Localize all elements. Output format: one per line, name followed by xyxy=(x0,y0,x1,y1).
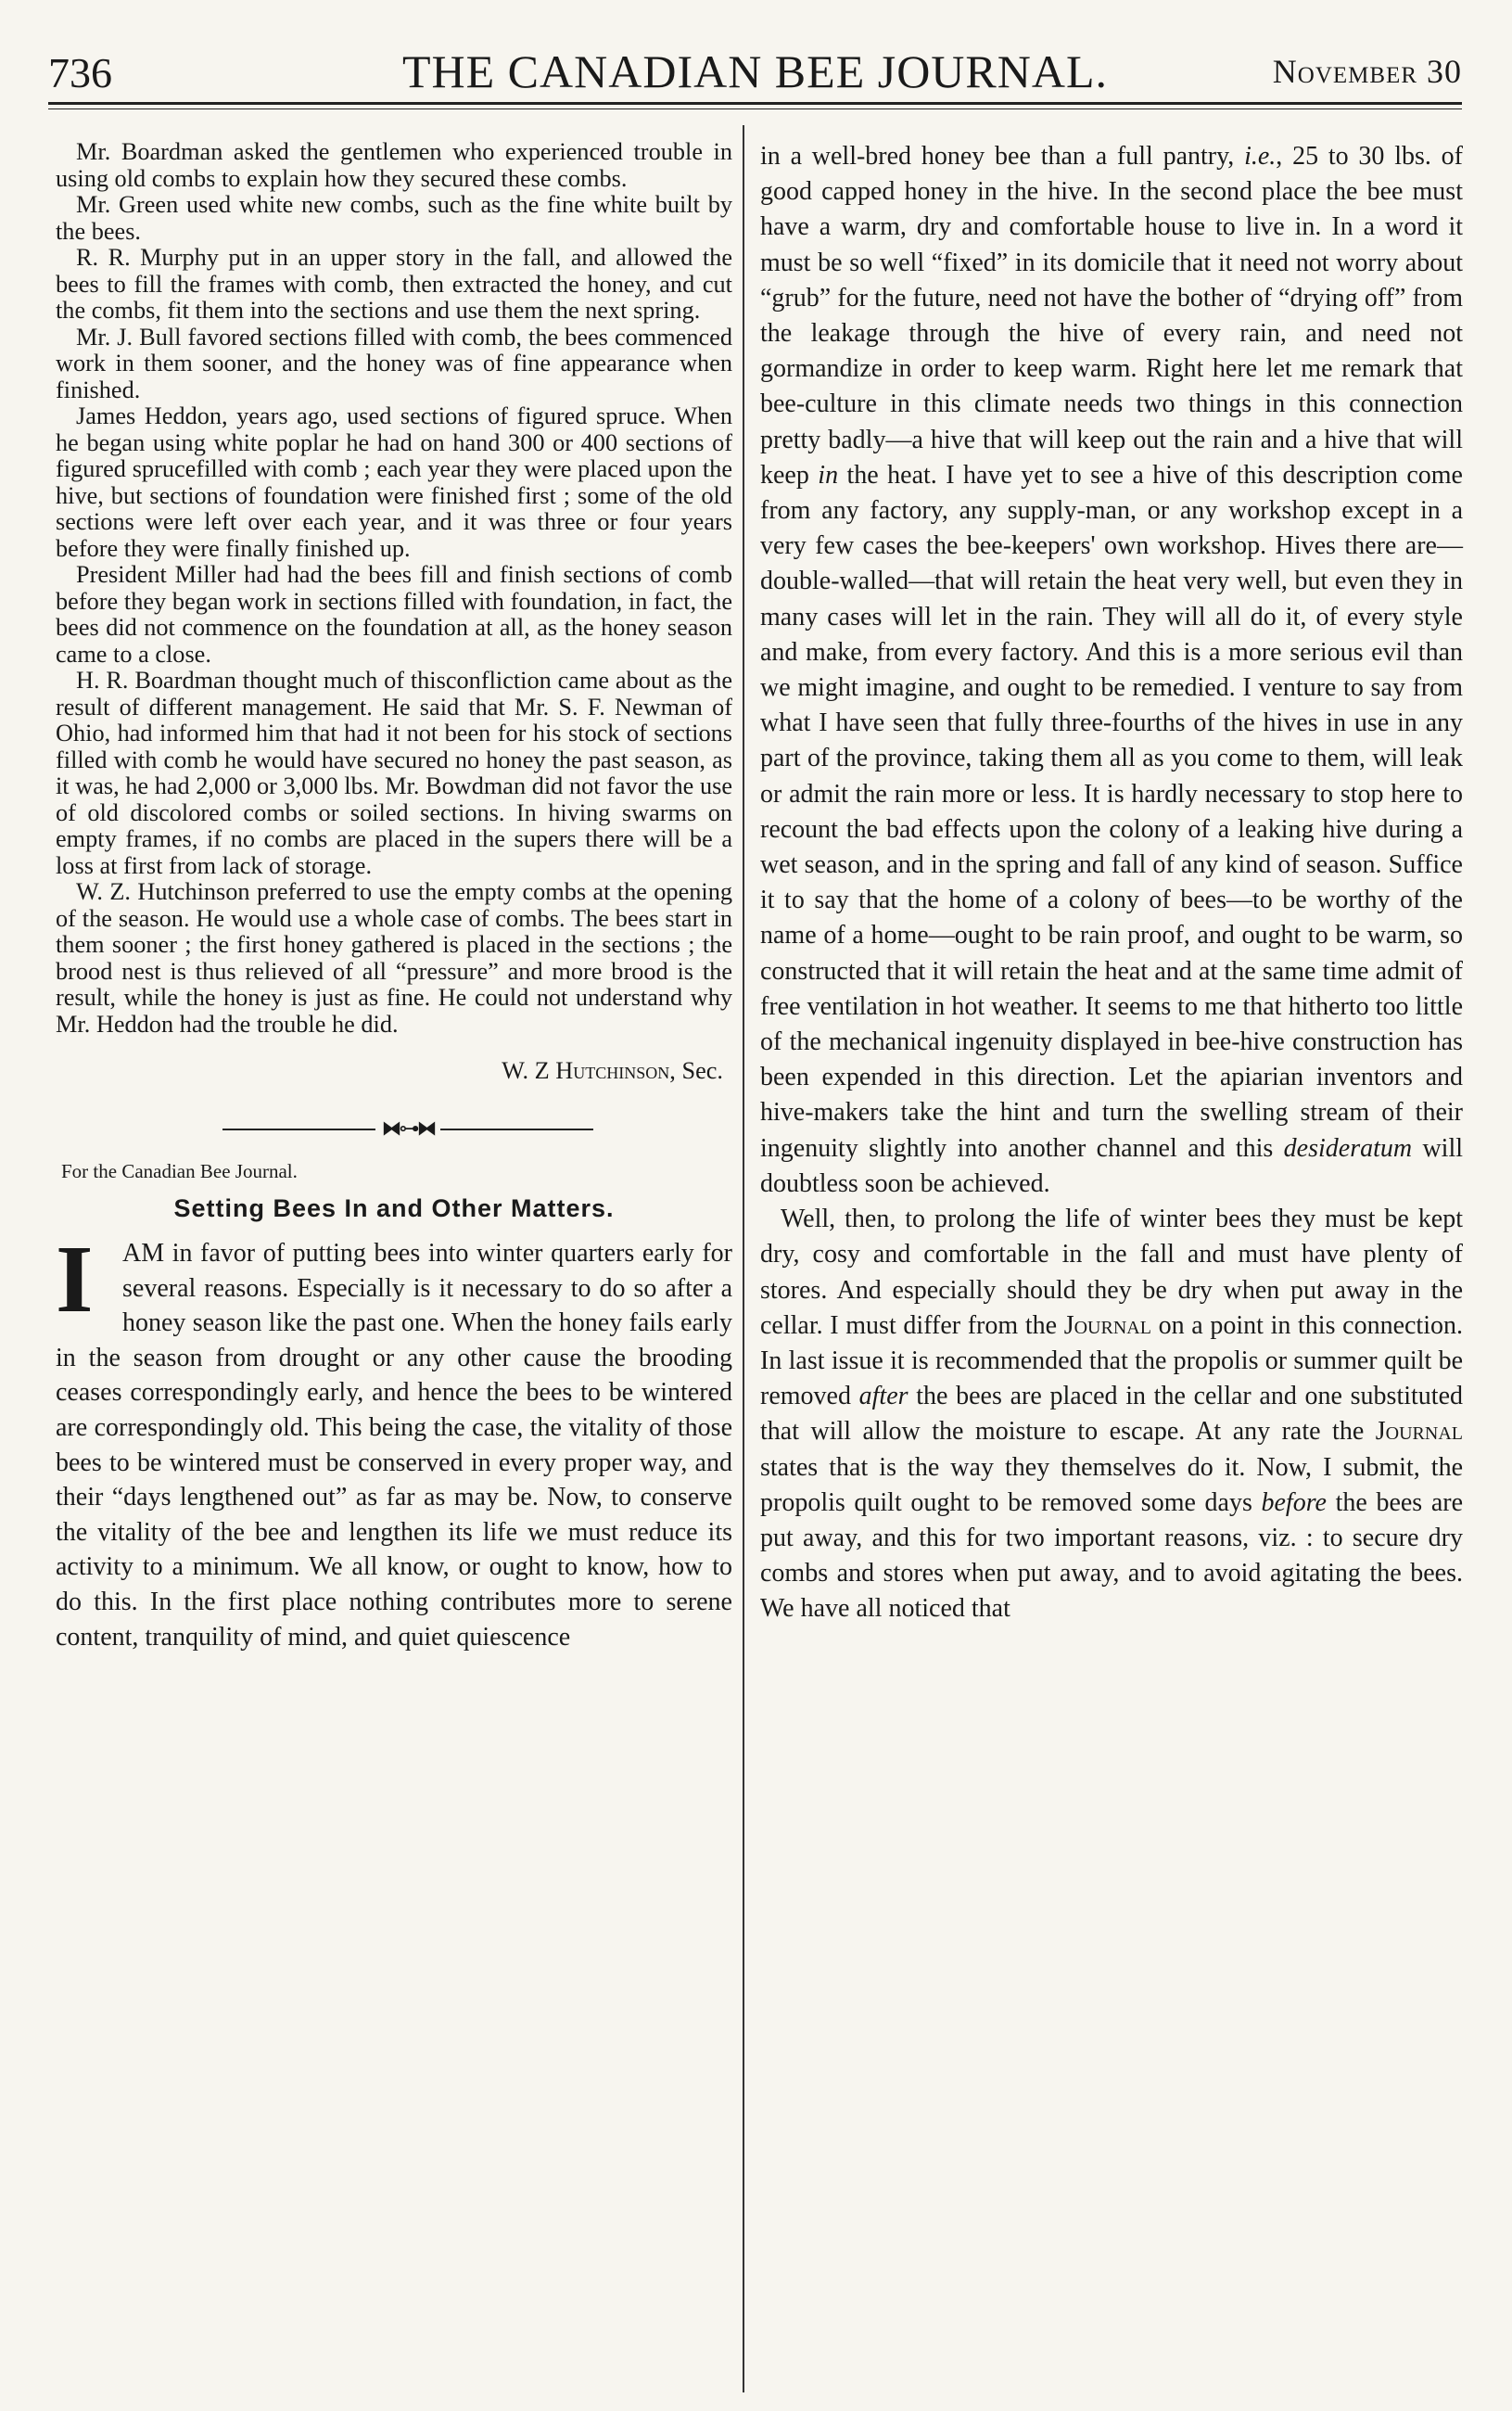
journal-title: THE CANADIAN BEE JOURNAL. xyxy=(401,45,1109,97)
paragraph: R. R. Murphy put in an upper story in the fall, and allowed the bees to fill the frames with comb, then extracted the honey, and cut the combs, fit them into the sections and use them the next spring. xyxy=(56,244,732,324)
article-body xyxy=(56,1226,732,1654)
text-run: on a point in this connection. In last issue it is recommended that the propolis or summer quilt be removed xyxy=(760,1310,1463,1411)
text-run: the heat. I have yet to see a hive of this description come from any factory, any supply-man, or any workshop except in a very few cases the bee-keepers' own workshop. Hives there are—double-walled—that will retain the heat very well, but even they in many cases will let in the rain. They will all do it, of every style and make, from every factory. And this is a more serious evil than we might imagine, and ought to be remedied. I venture to say from what I have seen that fully three-fourths of the hives in use in any part of the province, taking them all as you come to them, will leak or admit the rain more or less. It is hardly necessary to stop here to recount the bad effects upon the colony of a leaking hive during a wet season, and in the spring and fall of any kind of season. Suffice it to say that the home of a colony of bees—to be worthy of the name of a home—ought to be rain proof, and ought to be warm, so constructed that it will retain the heat and at the same time admit of free ventilation in hot weather. It seems to me that hitherto too little of the mechanical ingenuity displayed in bee-hive construction has been expended in this direction. Let the apiarian inventors and hive-makers take the hint and turn the swelling stream of their ingenuity slightly into another channel and this xyxy=(760,460,1463,1163)
header-rule-thick xyxy=(48,102,1462,105)
paragraph: James Heddon, years ago, used sections of figured spruce. When he began using white poplar he had on hand 300 or 400 sections of figured sprucefilled with comb ; each year they were placed upon the hive, but sections of foundation were finished first ; some of the old sections were left over each year, and it was three or four years before they were finally finished up. xyxy=(56,402,732,562)
italic-run: before xyxy=(1261,1487,1327,1517)
article-title: Setting Bees In and Other Matters. xyxy=(173,1194,615,1222)
signature-suffix: , Sec. xyxy=(669,1057,723,1084)
paragraph: Mr. Green used white new combs, such as the fine white built by the bees. xyxy=(56,191,732,245)
italic-run: i.e. xyxy=(1244,142,1277,171)
ornament-mark-icon: ⧓⊶⧓ xyxy=(375,1116,440,1141)
text-run: Well, then, to prolong the life of winter bees they must be kept dry, cosy and comfortable in the fall and must have plenty of stores. And especially should they be dry when put away in the cellar. I must differ from the xyxy=(760,1205,1463,1340)
left-column xyxy=(56,139,732,1654)
page-number: 736 xyxy=(48,49,112,96)
paragraph: W. Z. Hutchinson preferred to use the empty combs at the opening of the season. He would use a whole case of combs. The bees start in them sooner ; the first honey gathered is placed in the sections ; the brood nest is thus relieved of all “pressure” and more brood is the result, while the honey is just as fine. He could not understand why Mr. Heddon had the trouble he did. xyxy=(56,878,732,1038)
smallcaps-run: Journal xyxy=(1375,1417,1463,1447)
paragraph: AM in favor of putting bees into winter quarters early for several reasons. Especially is it necessary to do so after a honey season like the past one. When the honey fails early in the season from drought or any other cause the brooding ceases correspondingly early, and hence the bees to be wintered are correspondingly old. This being the case, the vitality of those bees to be wintered must be conserved in every proper way, and their “days lengthened out” as far as may be. Now, to conserve the vitality of the bee and lengthen its life we must reduce its activity to a minimum. We all know, or ought to know, how to do this. In the first place nothing contributes more to serene content, tranquility of mind, and quiet quiescence xyxy=(56,1239,732,1652)
paragraph: President Miller had had the bees fill and finish sections of comb before they began work in sections filled with foundation, in fact, the bees did not commence on the foundation at all, as the honey season came to a close. xyxy=(56,561,732,668)
paragraph xyxy=(760,139,1463,1202)
column-divider xyxy=(743,125,744,2392)
section-ornament xyxy=(56,1110,732,1147)
secretary-signature xyxy=(56,1058,732,1084)
text-run: in a well-bred honey bee than a full pantry, xyxy=(760,142,1245,171)
italic-run: after xyxy=(858,1382,908,1411)
text-run: the bees are put away, and this for two important reasons, viz. : to secure dry combs and stores when put away, and to avoid agitating the bees. We have all noticed that xyxy=(760,1487,1463,1624)
italic-run: in xyxy=(818,460,839,490)
right-column xyxy=(760,139,1463,1627)
drop-cap: I xyxy=(56,1226,94,1333)
page-header xyxy=(48,37,1462,102)
issue-date: November 30 xyxy=(1272,53,1462,90)
paragraph: H. R. Boardman thought much of thisconfliction came about as the result of different management. He said that Mr. S. F. Newman of Ohio, had informed him that had it not been for his stock of sections filled with comb he would have secured no honey the past season, as it was, he had 2,000 or 3,000 lbs. Mr. Bowdman did not favor the use of old discolored combs or soiled sections. In hiving swarms on empty frames, if no combs are placed in the supers there will be a loss at first from lack of storage. xyxy=(56,667,732,879)
signature-name: Hutchinson xyxy=(555,1057,670,1084)
text-run: states that is the way they themselves do it. Now, I submit, the propolis quilt ought to be removed some days xyxy=(760,1452,1463,1517)
text-run: will doubtless soon be achieved. xyxy=(760,1133,1463,1198)
header-rule-thin xyxy=(48,108,1462,109)
paragraph xyxy=(760,1202,1463,1626)
signature-prefix: W. Z xyxy=(502,1057,556,1084)
paragraph: Mr. Boardman asked the gentlemen who experienced trouble in using old combs to explain how they secured these combs. xyxy=(56,138,732,192)
smallcaps-run: Journal xyxy=(1063,1310,1151,1340)
text-run: , 25 to 30 lbs. of good capped honey in the hive. In the second place the bee must have a warm, dry and comfortable house to live in. In a word it must be so well “fixed” in its domicile that it need not worry about “grub” for the future, need not have the bother of “drying off” from the leakage through the hive of every rain, and need not gormandize in order to keep warm. Right here let me remark that bee-culture in this climate needs two things in this connection pretty badly—a hive that will keep out the rain and a hive that will keep xyxy=(760,142,1463,490)
text-run: the bees are placed in the cellar and one substituted that will allow the moisture to escape. At any rate the xyxy=(760,1382,1463,1447)
paragraph: Mr. J. Bull favored sections filled with comb, the bees commenced work in them sooner, and the honey was of fine appearance when finished. xyxy=(56,323,732,403)
italic-run: desideratum xyxy=(1283,1133,1413,1163)
article-source: For the Canadian Bee Journal. xyxy=(61,1160,298,1182)
